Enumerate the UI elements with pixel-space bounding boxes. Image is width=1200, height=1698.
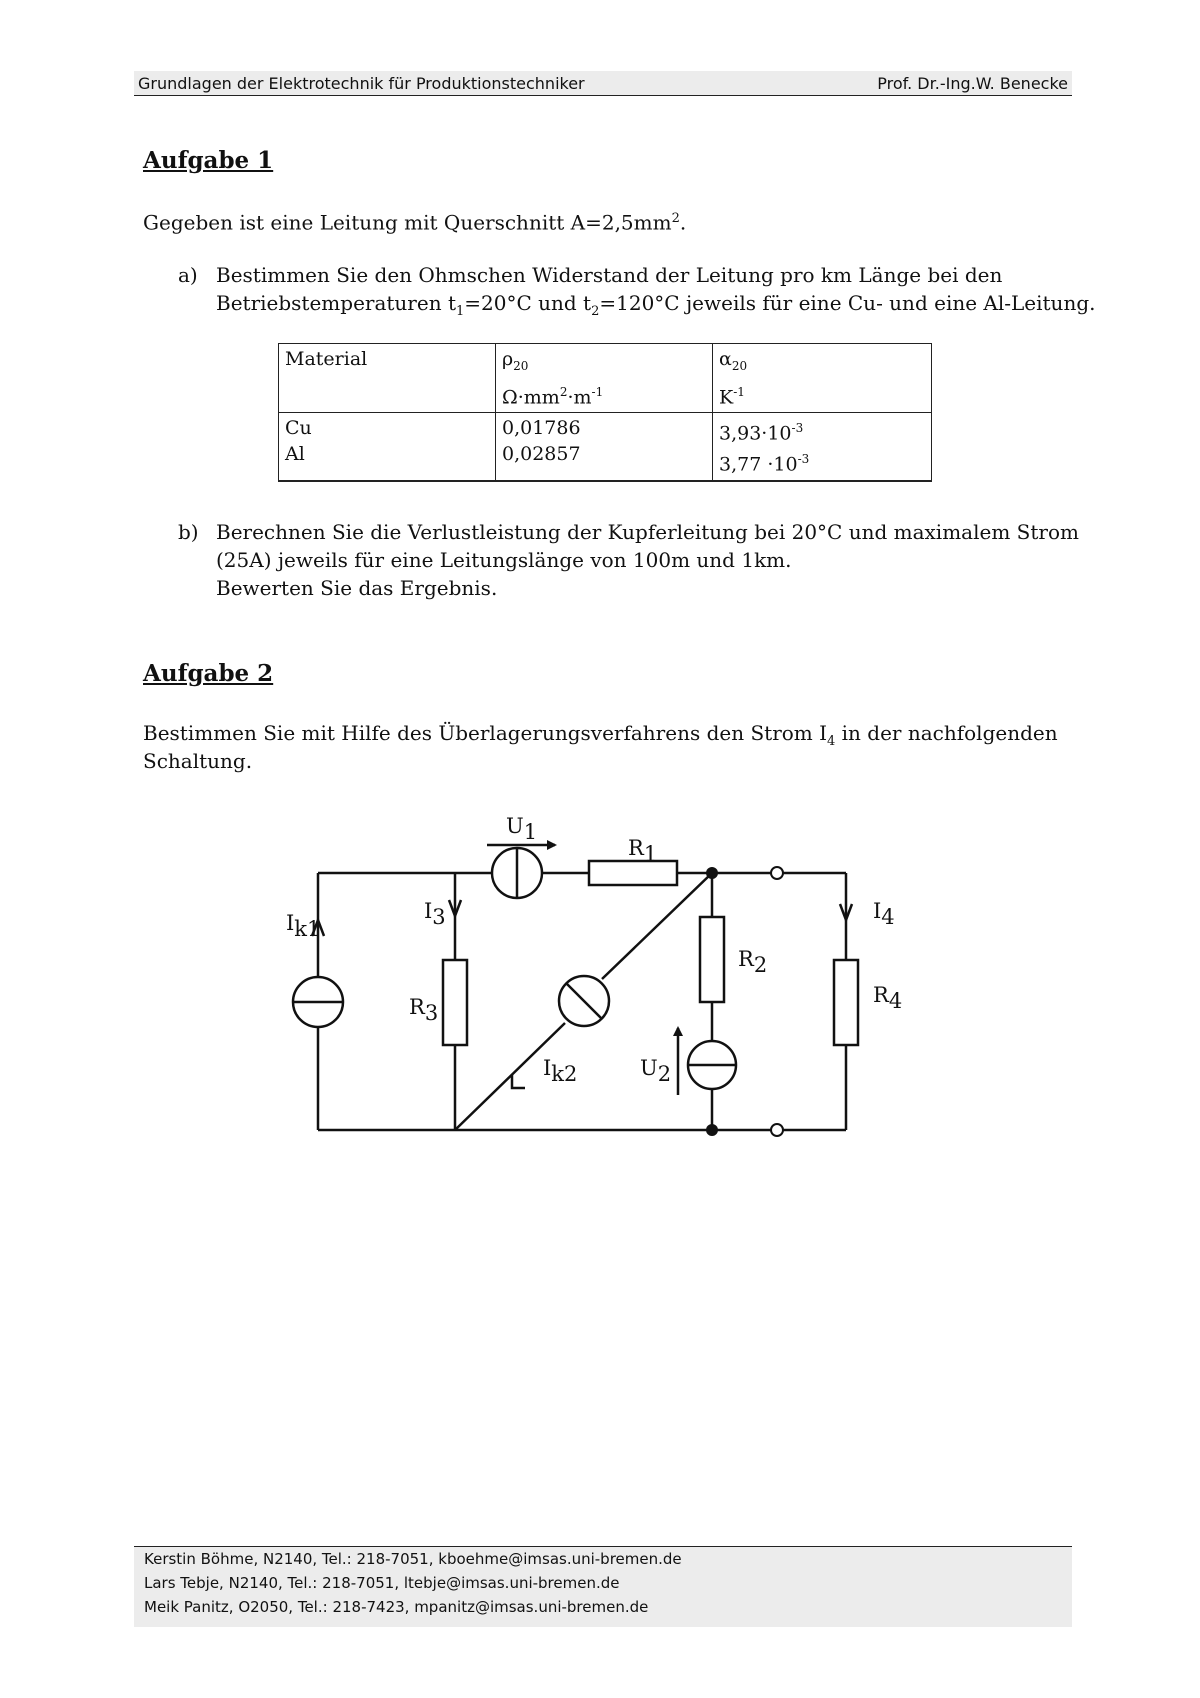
terminal-top <box>771 867 783 879</box>
task1-b-line2: (25A) jeweils für eine Leitungslänge von 100m und 1km. <box>216 548 792 572</box>
task1-b-label: b) <box>178 520 199 544</box>
label-ik2: Ik2 <box>543 1056 578 1086</box>
label-u2: U2 <box>640 1056 672 1086</box>
header-professor: Prof. Dr.-Ing.W. Benecke <box>877 74 1068 93</box>
footer-contact-2: Lars Tebje, N2140, Tel.: 218-7051, ltebje@imsas.uni-bremen.de <box>144 1574 620 1592</box>
resistor-r2 <box>700 917 724 1002</box>
header-course-title: Grundlagen der Elektrotechnik für Produktionstechniker <box>138 74 585 93</box>
table-header-alpha: $\alpha_{20}$ $K^{-1}$ <box>713 344 932 413</box>
task1-a-line1: Bestimmen Sie den Ohmschen Widerstand der Leitung pro km Länge bei den <box>216 263 1003 287</box>
task1-heading: Aufgabe 1 <box>143 147 274 174</box>
task2-line1: Bestimmen Sie mit Hilfe des Überlagerungsverfahrens den Strom $I_4$ in der nachfolgenden <box>143 721 1058 749</box>
junction-top <box>706 867 718 879</box>
arrow-ik2 <box>512 1075 525 1088</box>
label-u1: U1 <box>506 814 538 844</box>
label-ik1: Ik1 <box>286 911 321 941</box>
page-footer <box>134 1546 1072 1627</box>
terminal-bottom <box>771 1124 783 1136</box>
resistor-r1 <box>589 861 677 885</box>
wire-diagonal-upper <box>602 873 712 979</box>
table-material-cells: Cu Al <box>279 413 496 481</box>
label-r4: R4 <box>873 983 903 1013</box>
label-i4: I4 <box>873 899 895 929</box>
task1-intro: Gegeben ist eine Leitung mit Querschnitt $A=2,5mm^2$. <box>143 210 687 235</box>
label-r1: R1 <box>628 836 658 866</box>
resistor-r4 <box>834 960 858 1045</box>
table-header-material: Material <box>279 344 496 413</box>
task1-b-line3: Bewerten Sie das Ergebnis. <box>216 576 498 600</box>
task1-a-line2: Betriebstemperaturen $t_1=20^\circ C$ und $t_2=120^\circ C$ jeweils für eine Cu- und eine Al-Leitung. <box>216 291 1096 319</box>
label-i3: I3 <box>424 899 446 929</box>
table-rho-cells: 0,01786 0,02857 <box>496 413 713 481</box>
task2-heading: Aufgabe 2 <box>143 660 274 687</box>
footer-contact-3: Meik Panitz, O2050, Tel.: 218-7423, mpanitz@imsas.uni-bremen.de <box>144 1598 649 1616</box>
junction-bottom <box>706 1124 718 1136</box>
label-r3: R3 <box>409 995 439 1025</box>
task2-line2: Schaltung. <box>143 749 253 773</box>
task1-a-label: a) <box>178 263 198 287</box>
table-header-rho: $\rho_{20}$ $\Omega\cdot mm^2\cdot m^{-1}$ <box>496 344 713 413</box>
resistor-r3 <box>443 960 467 1045</box>
table-alpha-cells: $3,93\cdot 10^{-3}$ $3,77 \cdot 10^{-3}$ <box>713 413 932 481</box>
footer-contact-1: Kerstin Böhme, N2140, Tel.: 218-7051, kboehme@imsas.uni-bremen.de <box>144 1550 682 1568</box>
label-r2: R2 <box>738 947 768 977</box>
task1-b-line1: Berechnen Sie die Verlustleistung der Kupferleitung bei 20°C und maximalem Strom <box>216 520 1079 544</box>
